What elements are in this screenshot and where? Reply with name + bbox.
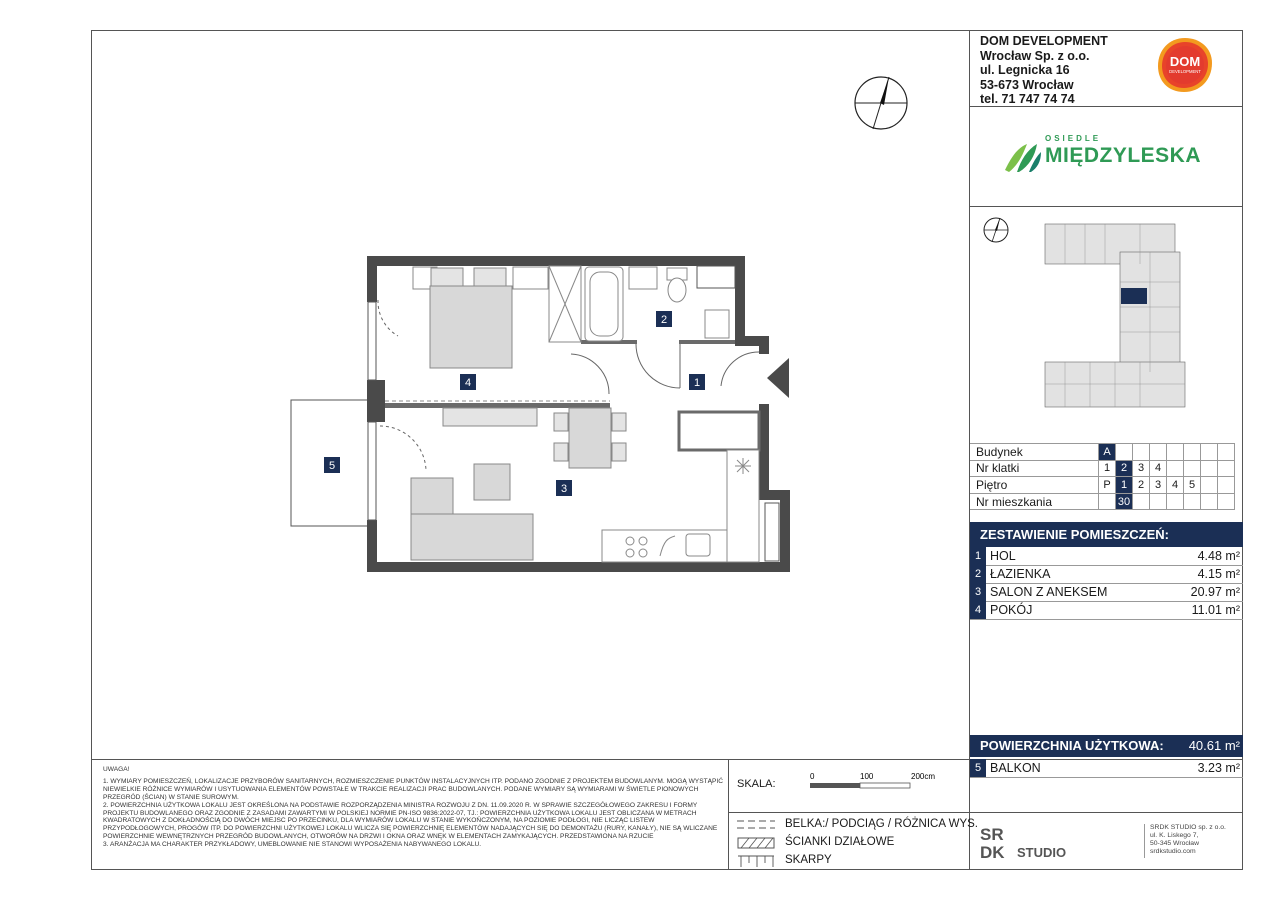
legend-text: SKARPY [785, 854, 832, 866]
leaf-icon [1003, 138, 1043, 174]
staircase-value: 4 [1150, 460, 1167, 477]
developer-name: DOM DEVELOPMENT [980, 34, 1108, 48]
note-item: 1. WYMIARY POMIESZCZEŃ, LOKALIZACJE PRZYBORÓW SANITARNYCH, ROZMIESZCZENIE PUNKTÓW INSTALACYJNYCH ITP. PODANO ZGODNIE Z PROJEKTEM BUDOWLANYM. MOGĄ WYSTĄPIĆ NIEWIELKIE RÓŻNICE WYMIARÓW I USYTUOWANIA ELEMENTÓW POWSTAŁE W TRAKCIE REALIZACJI PRAC BUDOWLANYCH. PODANE WYMIARY SĄ WYMIARAMI W ŚWIETLE PIONOWYCH PRZEGRÓD (ŚCIAN) W STANIE SUROWYM. [103, 777, 724, 801]
room-number: 3 [970, 583, 986, 601]
legend-item [737, 836, 977, 852]
balcony-row [970, 759, 1243, 778]
highlighted-apartment [1121, 288, 1147, 304]
srdk-studio-logo [980, 825, 1090, 861]
staircase-value: 1 [1099, 460, 1116, 477]
building-row [970, 444, 1235, 461]
developer-phone: tel. 71 747 74 74 [980, 92, 1075, 107]
room-label-2: 2 [660, 314, 668, 326]
room-area: 11.01 m² [1191, 603, 1240, 617]
note-item: 3. ARANŻACJA MA CHARAKTER PRZYKŁADOWY, UMEBLOWANIE NIE STANOWI WYPOSAŻENIA NABYWANEGO LOKALU. [103, 841, 482, 849]
studio-info-line: ul. K. Liskego 7, [1150, 832, 1199, 839]
room-row [970, 601, 1243, 620]
room-row [970, 583, 1243, 602]
usable-area-total [970, 735, 1243, 757]
legend-text: ŚCIANKI DZIAŁOWE [785, 836, 895, 848]
studio-logo-word: STUDIO [1017, 845, 1067, 860]
scale-label: SKALA: [737, 778, 776, 790]
floor-value: 3 [1150, 477, 1167, 494]
room-name: POKÓJ [990, 603, 1033, 617]
scale-tick: 200cm [911, 772, 936, 781]
legend-item [737, 854, 977, 870]
apartment-number-label: Nr mieszkania [970, 493, 1099, 510]
staircase-row [970, 460, 1235, 477]
estate-logo [1003, 136, 1213, 176]
slope-icon [737, 854, 777, 868]
staircase-value: 2 [1116, 460, 1133, 477]
studio-info [1150, 824, 1226, 856]
room-label-3: 3 [560, 483, 568, 495]
developer-street: ul. Legnicka 16 [980, 63, 1070, 78]
room-label-4: 4 [464, 377, 472, 389]
room-label-1: 1 [693, 377, 701, 389]
floor-value: 5 [1184, 477, 1201, 494]
entrance-arrow-icon [767, 358, 789, 398]
apartment-number-row [970, 493, 1235, 510]
staircase-value: 3 [1133, 460, 1150, 477]
legend-text: BELKA:/ PODCIĄG / RÓŻNICA WYS. [785, 818, 978, 830]
north-arrow-icon [851, 75, 911, 135]
divider [728, 759, 729, 870]
studio-logo-top: SR [980, 825, 1004, 844]
room-label-5: 5 [328, 460, 336, 472]
room-number: 5 [970, 759, 986, 777]
notes-title: UWAGA! [103, 766, 130, 773]
apartment-number-value: 30 [1116, 493, 1133, 510]
staircase-label: Nr klatki [970, 460, 1099, 477]
studio-info-line: 50-345 Wrocław [1150, 840, 1199, 847]
room-name: SALON Z ANEKSEM [990, 585, 1108, 599]
developer-city: 53-673 Wrocław [980, 77, 1074, 92]
developer-company: Wrocław Sp. z o.o. [980, 48, 1090, 63]
room-area: 4.15 m² [1197, 567, 1240, 581]
studio-info-line: SRDK STUDIO sp. z o.o. [1150, 824, 1226, 831]
building-label: Budynek [970, 444, 1099, 461]
room-row [970, 565, 1243, 584]
floor-value: 4 [1167, 477, 1184, 494]
room-area: 20.97 m² [1190, 585, 1240, 599]
legend-item [737, 818, 977, 834]
rooms-header: ZESTAWIENIE POMIESZCZEŃ: [970, 522, 1243, 547]
total-area: 40.61 m² [1188, 738, 1240, 753]
studio-logo-bottom: DK [980, 843, 1005, 861]
scale-tick: 100 [860, 772, 874, 781]
estate-prefix: OSIEDLE [1045, 134, 1102, 143]
dom-development-logo [1156, 36, 1214, 94]
developer-address [980, 34, 1108, 107]
room-number: 4 [970, 601, 986, 619]
room-area: 3.23 m² [1197, 761, 1240, 775]
hatch-icon [737, 836, 777, 850]
apartment-info-table [970, 443, 1235, 510]
floor-plan [280, 250, 800, 580]
note-item: 2. POWIERZCHNIA UŻYTKOWA LOKALU JEST OKREŚLONA NA PODSTAWIE ROZPORZĄDZENIA MINISTRA ROZWOJU Z DN. 11.09.2020 R. W SPRAWIE SZCZEGÓŁOWEGO ZAKRESU I FORMY PROJEKTU BUDOWLANEGO ORAZ ZGODNIE Z ZASADAMI ZAWARTYMI W POLSKIEJ NORMIE PN-ISO 9836:2022-07, TJ.: POWIERZCHNIA UŻYTKOWA LOKALU JEST OBLICZANA W METRACH KWADRATOWYCH Z DOKŁADNOŚCIĄ DO DWÓCH MIEJSC PO PRZECINKU, DLA WYMIARÓW LOKALU W STANIE WYKOŃCZONYM, NA POZIOMIE PODŁOGI, NIE LICZĄC LISTEW PRZYPODŁOGOWYCH, PROGÓW ITP. DO POWIERZCHNI UŻYTKOWEJ LOKALU WLICZA SIĘ POWIERZCHNIĘ ELEMENTÓW NADAJĄCYCH SIĘ DO DEMONTAŻU (RURY, KANAŁY), NIE SĄ WLICZANE POWIERZCHNIE WEWNĘTRZNYCH PRZEGRÓD BUDOWLANYCH, OTWORÓW NA DRZWI I OKNA ORAZ WNĘK W ELEMENTACH ZAMYKAJĄCYCH. PRZEDSTAWIONA NA RZUCIE [103, 801, 718, 841]
floor-value: P [1099, 477, 1116, 494]
floor-label: Piętro [970, 477, 1099, 494]
building-key-plan [980, 212, 1235, 432]
divider [969, 206, 1243, 207]
divider [728, 812, 969, 813]
room-number: 1 [970, 547, 986, 565]
room-name: HOL [990, 549, 1016, 563]
floor-row [970, 477, 1235, 494]
total-label: POWIERZCHNIA UŻYTKOWA: [980, 738, 1164, 753]
dom-logo-subtext: DEVELOPMENT [1169, 69, 1201, 74]
room-name: BALKON [990, 761, 1041, 775]
estate-name: MIĘDZYLESKA [1045, 144, 1202, 167]
dashed-line-icon [737, 818, 777, 832]
room-name: ŁAZIENKA [990, 567, 1051, 581]
divider [1144, 824, 1145, 858]
scale-tick: 0 [810, 772, 815, 781]
building-value: A [1099, 444, 1116, 461]
room-row [970, 547, 1243, 566]
floor-value: 1 [1116, 477, 1133, 494]
dom-logo-text: DOM [1169, 54, 1201, 69]
studio-info-line: srdkstudio.com [1150, 848, 1196, 855]
floor-value: 2 [1133, 477, 1150, 494]
disclaimer-notes [103, 766, 728, 849]
room-area: 4.48 m² [1197, 549, 1240, 563]
divider [969, 812, 1243, 813]
room-number: 2 [970, 565, 986, 583]
scale-bar [810, 770, 970, 794]
